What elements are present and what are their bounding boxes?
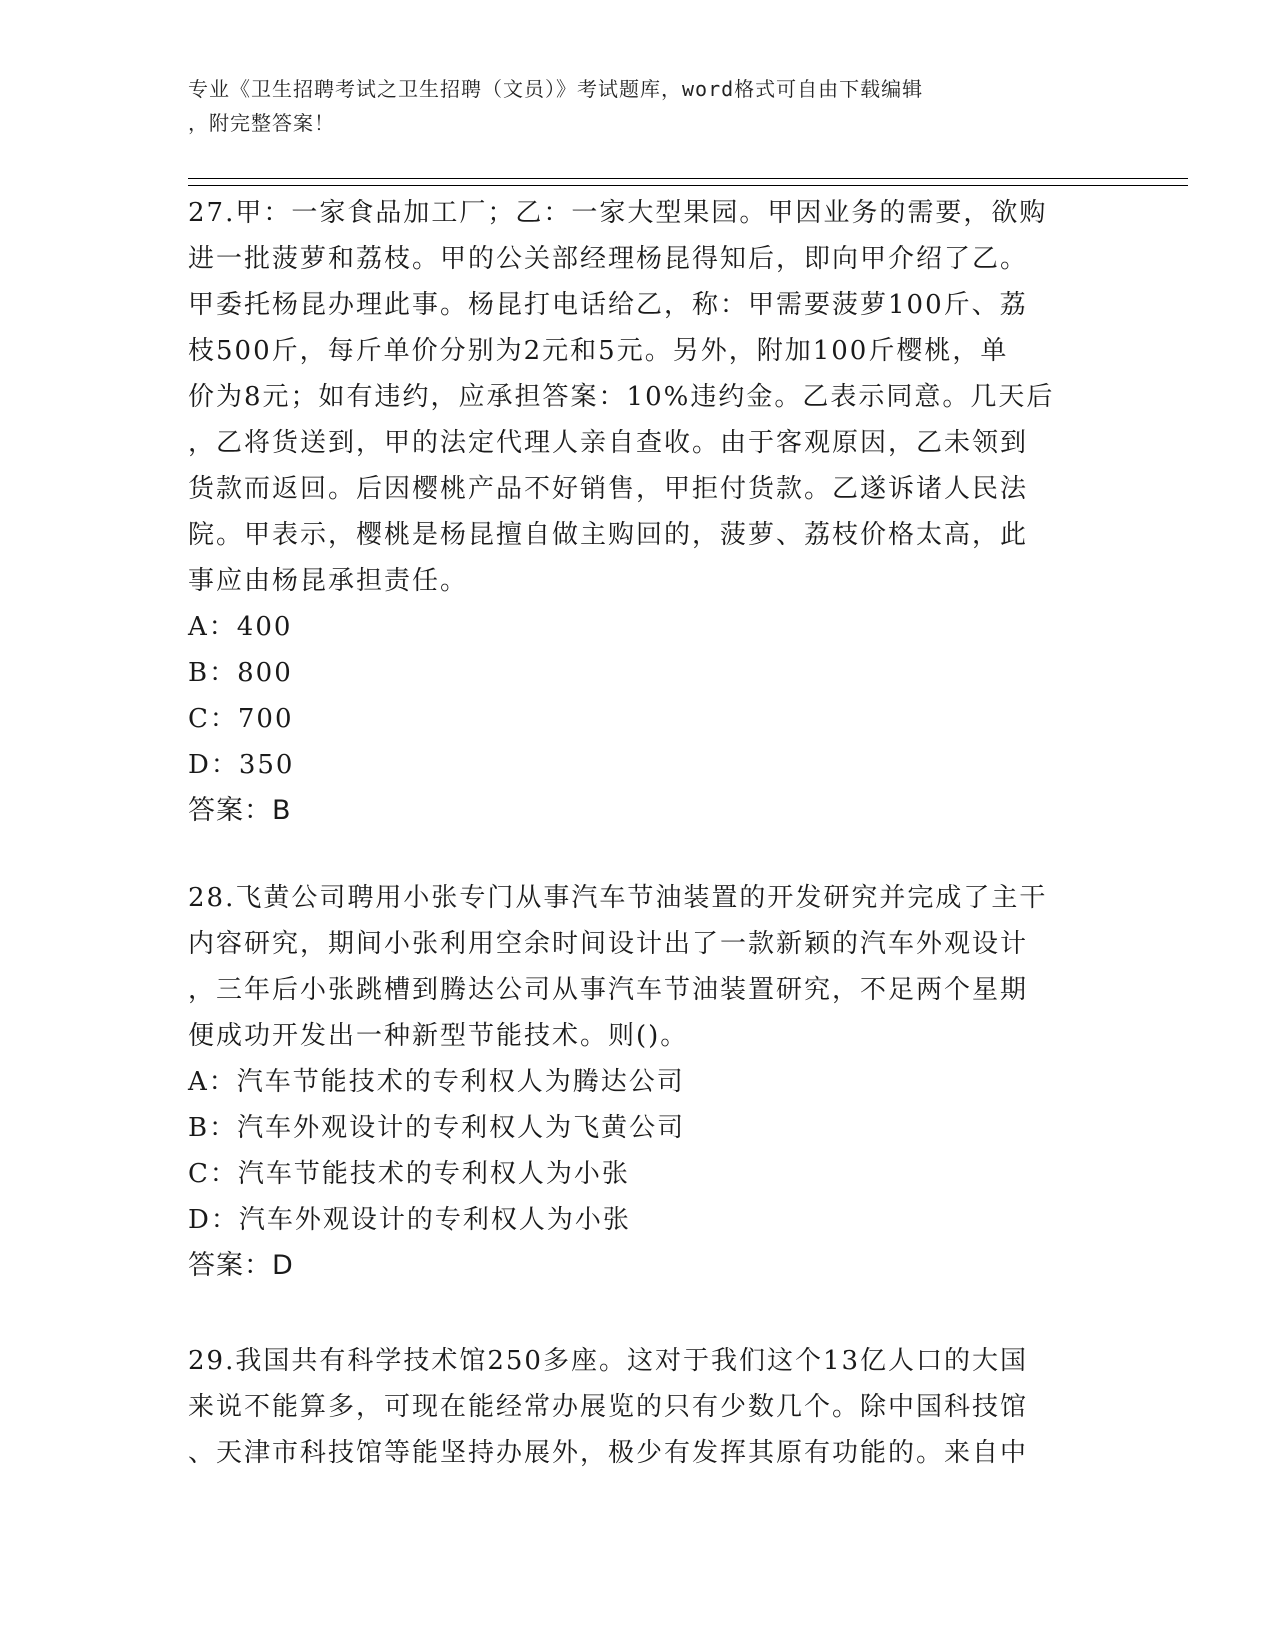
- question-stem-line: 便成功开发出一种新型节能技术。则()。: [188, 1021, 689, 1051]
- header-divider-top: [188, 178, 1188, 179]
- question-stem-line: 、天津市科技馆等能坚持办展外，极少有发挥其原有功能的。来自中: [188, 1438, 1029, 1468]
- option-a: A：400: [188, 612, 293, 642]
- question-stem-line: 27.甲：一家食品加工厂；乙：一家大型果园。甲因业务的需要，欲购: [188, 198, 1048, 228]
- option-b: B：汽车外观设计的专利权人为飞黄公司: [188, 1113, 686, 1143]
- question-stem-line: ，乙将货送到，甲的法定代理人亲自查收。由于客观原因，乙未领到: [188, 428, 1029, 458]
- option-c: C：汽车节能技术的专利权人为小张: [188, 1159, 630, 1189]
- question-stem-line: 货款而返回。后因樱桃产品不好销售，甲拒付货款。乙遂诉诸人民法: [188, 474, 1029, 504]
- answer-label: 答案：B: [188, 795, 292, 826]
- question-stem-line: 来说不能算多，可现在能经常办展览的只有少数几个。除中国科技馆: [188, 1392, 1029, 1422]
- document-header: [188, 72, 1088, 140]
- question-stem-line: 价为8元；如有违约，应承担答案：10%违约金。乙表示同意。几天后: [188, 382, 1055, 412]
- question-stem-line: 29.我国共有科学技术馆250多座。这对于我们这个13亿人口的大国: [188, 1346, 1029, 1376]
- question-stem-line: 院。甲表示，樱桃是杨昆擅自做主购回的，菠萝、荔枝价格太高，此: [188, 520, 1029, 550]
- question-stem-line: 28.飞黄公司聘用小张专门从事汽车节油装置的开发研究并完成了主干: [188, 883, 1048, 913]
- question-28: [188, 875, 1088, 1289]
- option-c: C：700: [188, 704, 294, 734]
- question-stem-line: 枝500斤，每斤单价分别为2元和5元。另外，附加100斤樱桃，单: [188, 336, 1009, 366]
- question-29: [188, 1338, 1088, 1476]
- question-stem-line: 内容研究，期间小张利用空余时间设计出了一款新颖的汽车外观设计: [188, 929, 1029, 959]
- question-stem-line: 甲委托杨昆办理此事。杨昆打电话给乙，称：甲需要菠萝100斤、荔: [188, 290, 1028, 320]
- header-line-1: 专业《卫生招聘考试之卫生招聘（文员）》考试题库，word格式可自由下载编辑: [188, 77, 924, 101]
- question-27: [188, 190, 1088, 834]
- option-b: B：800: [188, 658, 293, 688]
- option-d: D：汽车外观设计的专利权人为小张: [188, 1205, 631, 1235]
- question-stem-line: ，三年后小张跳槽到腾达公司从事汽车节油装置研究，不足两个星期: [188, 975, 1029, 1005]
- answer-label: 答案：D: [188, 1250, 294, 1281]
- option-a: A：汽车节能技术的专利权人为腾达公司: [188, 1067, 685, 1097]
- option-d: D：350: [188, 750, 295, 780]
- question-stem-line: 进一批菠萝和荔枝。甲的公关部经理杨昆得知后，即向甲介绍了乙。: [188, 244, 1029, 274]
- header-divider-bottom: [188, 185, 1188, 186]
- header-line-2: ，附完整答案！: [188, 111, 335, 135]
- question-stem-line: 事应由杨昆承担责任。: [188, 566, 469, 596]
